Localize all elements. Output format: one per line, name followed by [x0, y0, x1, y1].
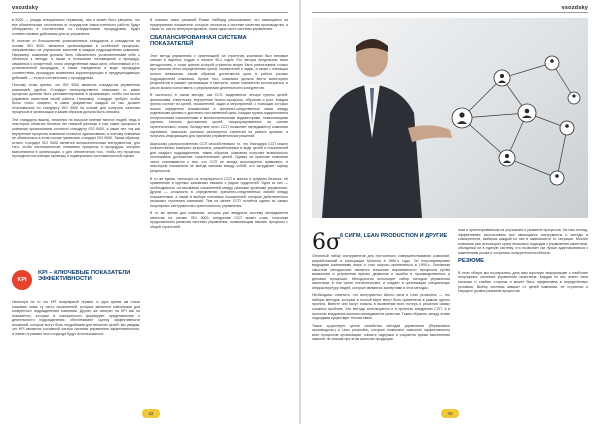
- paragraph: в 9000 — (своды специальных терминов), тем и может быть уверены, что все обязательные отклонения от стандартов самостоятельно работы будут обнаружены в соответствии со стандартными процедурами, будет соответствовать действиям для их устранения.: [12, 18, 140, 36]
- left-column-1: [12, 18, 140, 266]
- paragraph: В частности, в таком методе, как ССП, выделяются четыре группы целей: финансовая, клиентская, внутренние бизнес-процессы, обучение и рост. Каждая группа состоит из целей, показателей, задач и мероприятий, с помощью которых можно определить взаимосвязи и причинно-следственные связи между отдельными целями и достигать поставленной цели. Каждая группа подкрепляется контрольными показателями и вспомогательными индикаторами, позволяющими оценить степень достижения целей, сформулированных на основе стратегического плана. Вследствие этого ССП позволяет менеджменту компании оценивать, насколько успешно реализуется стратегия на разных уровнях, и получать информацию для принятия управленческих решений.: [150, 93, 288, 139]
- business-illustration: [312, 18, 588, 218]
- left-column-2: [150, 18, 288, 404]
- page-fold: [299, 0, 301, 424]
- right-column-1: [312, 254, 450, 406]
- paragraph: Этот метод управления с ориентацией на стратегию компании был впервые описан в научных трудах в начале 90-х годов. Его авторы предлагали свою методологию, с точки зрения которой стратегия может быть реализована только при наличии четко определённых целей, показателей и задач, а также с помощью ясного понимания, каким образом достигаются цели в работе разных подразделений компании. Кроме того, компания должна вести мониторинг результатов в рамках организации и смотреть, какие показатели используются, и как их можно сопоставить с результатами деятельности конкурентов.: [150, 53, 288, 90]
- paragraph: В то же время для компании, которая уже внедрила систему менеджмента качества на основе ISO 9000, внедрение ССП может стать логичным продолжением развития системы управления, позволяющим связать процессы с общей стратегией.: [150, 211, 288, 229]
- right-column-2: [458, 228, 588, 404]
- paragraph: Несмотря на то что KPI популярный термин, в одно время им стали называть лишь ту часть показателей, которые являются ключевыми для конкретного подразделения компании. Другие же смотрят на KPI как на показатели, которые в совокупности формируют представление о деятельности подразделения, обеспечивают оценку эффективности вложений, которые могут быть неудобными для внешних целей, мы увидим, что KPI являются составной частью системы управления эффективностью, а значит, в рамках этого подхода будут использоваться.: [12, 300, 140, 336]
- heading-balanced-scorecard: СБАЛАНСИРОВАННАЯ СИСТЕМА ПОКАЗАТЕЛЕЙ: [150, 34, 247, 48]
- heading-summary: РЕЗЮМЕ: [458, 258, 485, 265]
- paragraph: В то же время, несмотря на популярность ССП в малом и среднем бизнесе, её применение в крупных компаниях связано с рядом трудностей. Одна из них — необходимость согласования показателей между разными уровнями управления. Другая — сложность в определении причинно-следственных связей между показателями, а также в выборе ключевых показателей, которые действительно отражают стратегию компании. Тем не менее ССП остаётся одним из самых популярных инструментов стратегического управления.: [150, 176, 288, 208]
- brand-header-left: vsozdsky: [12, 5, 39, 11]
- paragraph: Отличный набор инструментов для постоянного совершенствования компаний, разработанный в корпорации Motorola в 1980-е годы. Он популяризирован ведущими компаниями мира и стал широко применяться в 1990-х. Основным смыслом методологии является снижение вариативности процессов путём выявления и устранения причин дефектов и ошибок в производственных и деловых процессах. Методология использует набор методов управления качеством, в том числе статистических, и создаёт в организации специальную инфраструктуру людей, которые являются экспертами в этих методах.: [312, 254, 450, 290]
- paragraph: Также существует целое семейство методов управления (бережливое производство) и Lean production, которые позволяют повысить эффективность всех процессов организации, снизить издержки и сократить время выполнения заказов, не снижая при этом качество продукции.: [312, 323, 450, 342]
- paragraph: В отличие от большинства установленных стандартов и стандартов на основе ISO 9000, являются организациями в особенной процессах, направленных на улучшение качества в каждом подразделении компании. Например, компании должны быть обязательно установленными себе с областью к метода, а также в отношении поставщиков и процедур, связанных с конкретной, точно определённые наши цели, объективных и т.п. установленной процедуры, а также определены в виде: процедуры соответствия, процедуры выявления корректирующих и предупреждающих действий, — если в соответствии с процедурами.: [12, 39, 140, 80]
- page-number-left: 42: [142, 409, 160, 418]
- paragraph: Широкому распространению ССП способствовало то, что благодаря ССП можно количественно измерить результаты, разработанные в виде целей и показателей для каждого подразделения, таким образом, компания получает возможность отслеживать достижение стратегических целей. Однако на практике компании часто сталкиваются с тем, что ССП не всегда используется правильно, и некоторые показатели не всегда связаны между собой, что затрудняет оценку результатов.: [150, 141, 288, 173]
- brand-header-right: vsozdsky: [561, 5, 588, 11]
- page-number-right: 43: [441, 409, 459, 418]
- paragraph: ным и ориентированным на улучшение и развитие процессов. На наш взгляд, эффективнее использовать все имеющиеся инструменты и методы в совокупности, выбирая каждый из них в зависимости от ситуации. Многие компании уже используют сразу несколько подходов к управлению качеством, объединяя их в единую систему, что позволяет им лучше адаптироваться к изменениям рынка и сохранять конкурентоспособность.: [458, 228, 588, 255]
- left-column-1-bottom: [12, 300, 140, 400]
- kpi-section-header: [12, 270, 142, 300]
- paragraph: В этом обзоре мы постарались дать вам короткую информацию о наиболее популярных системах управления качеством. Каждая из них имеет свои сильные и слабые стороны и может быть эффективна в определённых условиях. Выбор системы зависит от целей компании, её стратегии и текущего уровня развития процессов.: [458, 270, 588, 294]
- kpi-heading: KPI – КЛЮЧЕВЫЕ ПОКАЗАТЕЛИ ЭФФЕКТИВНОСТИ: [38, 270, 131, 283]
- paragraph: Поэтому точки зрения, что ISO 9000 является стандартом управления компанией, удобна. Стандарт непосредственно описывает то, какие процессы должны быть регламентированы в организации, чтобы она могла управлять качеством своей работы. Например, стандарт требует, чтобы было точно описано, в каких документах каждый из нас должен отчитываться по стандарту ISO 9000 на основе для контроля качества процессов в организации и каким образом должна быть описана.: [12, 83, 140, 115]
- header-rule-left: [12, 12, 288, 13]
- kpi-icon: KPI: [12, 270, 32, 290]
- paragraph: Необходимо отметить, что инструменты Шесть сигм и Lean production — это наборы методов, которые в полной мере могут быть применены в рамках одного проекта. Вместе они могут помочь в выявлении всех потерь и решении самых сложных проблем. Эти методы используются и в проектах внедрения ССП, и в проектах внедрения системы менеджмента качества. Таким образом, между этими подходами существует тесная связь.: [312, 293, 450, 321]
- header-rule-right: [312, 12, 588, 13]
- paragraph: В поисках таких решений Роман Хаббард рассказывает, что имеющиеся на предприятиях показатели, которые относятся к системе качества производства, а также то, как их интерпретировать, лишь одна часть системы управления.: [150, 18, 288, 32]
- heading-six-sigma: 6 СИГМ, LEAN PRODUCTION И ДРУГИЕ: [340, 233, 448, 239]
- six-sigma-symbol: 6σ: [312, 230, 342, 255]
- paragraph: Эти стандарты важны, несмотря на высокое мнение многих людей, ведь в некоторых областях бизнеса нет никакой разницы в том, какие процессы в компании организованы согласно стандарту ISO 9000, а какие нет, так как внутренние процессы компании остаются одинаковыми, и поэтому компании не обязательно в этом случае применять стандарт ISO 9000. Таким образом, кстати, стандарт ISO 9000 является вспомогательным инструментом, для того, чтобы систематически описывать процессы и процедуры, которые выполняются в организации, и для обеспечения того, чтобы эти процессы проходили постоянную проверку и подвергались систематической оценке.: [12, 117, 140, 159]
- business-photo: [312, 18, 588, 218]
